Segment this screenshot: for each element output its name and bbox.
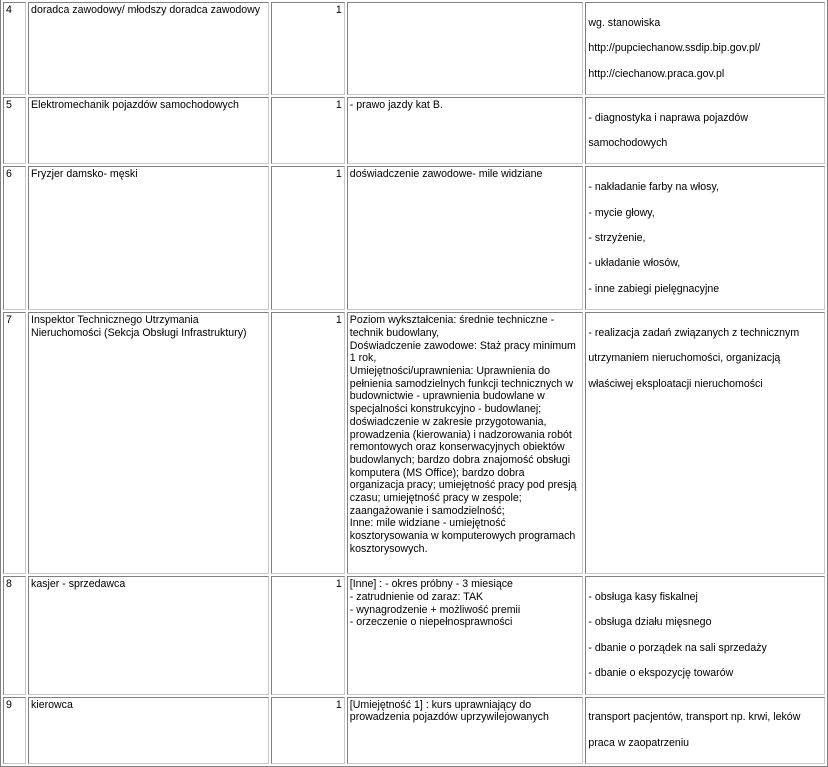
requirements: [Inne] : - okres próbny - 3 miesiące - zatrudnienie od zaraz: TAK - wynagrodzenie + możliwość premii - orzeczenie o niepełnosprawności xyxy=(347,576,584,694)
requirements: - prawo jazdy kat B. xyxy=(347,97,584,165)
vacancy-count: 1 xyxy=(271,2,345,95)
duty-line: - obsługa kasy fiskalnej xyxy=(588,590,698,603)
duty-line: - dbanie o porządek na sali sprzedaży xyxy=(588,641,767,654)
vacancy-count: 1 xyxy=(271,576,345,694)
duty-link[interactable]: http://pupciechanow.ssdip.bip.gov.pl/ xyxy=(588,42,761,55)
duty-line: - realizacja zadań związanych z technicznym xyxy=(588,326,800,339)
duty-line: - inne zabiegi pielęgnacyjne xyxy=(588,282,720,295)
position-name: doradca zawodowy/ młodszy doradca zawodowy xyxy=(28,2,269,95)
duty-line: - dbanie o ekspozycję towarów xyxy=(588,667,734,680)
row-number: 8 xyxy=(3,576,26,694)
duty-line: samochodowych xyxy=(588,137,668,150)
position-name: kierowca xyxy=(28,697,269,765)
duty-line: - nakładanie farby na włosy, xyxy=(588,181,719,194)
row-number: 5 xyxy=(3,97,26,165)
duties xyxy=(585,2,825,95)
row-number: 4 xyxy=(3,2,26,95)
vacancy-count: 1 xyxy=(271,312,345,574)
requirements: Poziom wykształcenia: średnie techniczne - technik budowlany, Doświadczenie zawodowe: Staż pracy minimum 1 rok, Umiejętności/uprawnienia: Uprawnienia do pełnienia samodzielnych funkcji technicznych w budownictwie - uprawnienia budowlane w specjalności konstrukcyjno - budowlanej; doświadczenie w zakresie przygotowania, prowadzenia (kierowania) i nadzorowania robót remontowych oraz konserwacyjnych obiektów budowlanych; bardzo dobra znajomość obsługi komputera (MS Office); bardzo dobra organizacja pracy; umiejętność pracy pod presją czasu; umiejętność pracy w zespole; zaangażowanie i samodzielność; Inne: mile widziane - umiejętność kosztorysowania w komputerowych programach kosztorysowych. xyxy=(347,312,584,574)
duty-line: praca w zaopatrzeniu xyxy=(588,736,690,749)
duty-line: właściwej eksploatacji nieruchomości xyxy=(588,377,763,390)
vacancy-count: 1 xyxy=(271,697,345,765)
duty-line: - diagnostyka i naprawa pojazdów xyxy=(588,111,748,124)
requirements: [Umiejętność 1] : kurs uprawniający do prowadzenia pojazdów uprzywilejowanych xyxy=(347,697,584,765)
duty-line: - strzyżenie, xyxy=(588,231,646,244)
table-row xyxy=(3,576,825,694)
duties xyxy=(585,697,825,765)
duty-line: - mycie głowy, xyxy=(588,206,655,219)
position-name: Inspektor Technicznego Utrzymania Nieruchomości (Sekcja Obsługi Infrastruktury) xyxy=(28,312,269,574)
duty-link[interactable]: http://ciechanow.praca.gov.pl xyxy=(588,67,725,80)
vacancy-count: 1 xyxy=(271,166,345,310)
vacancy-count: 1 xyxy=(271,97,345,165)
duties xyxy=(585,166,825,310)
requirements: doświadczenie zawodowe- mile widziane xyxy=(347,166,584,310)
position-name: Elektromechanik pojazdów samochodowych xyxy=(28,97,269,165)
duties xyxy=(585,576,825,694)
row-number: 7 xyxy=(3,312,26,574)
position-name: Fryzjer damsko- męski xyxy=(28,166,269,310)
table-row xyxy=(3,97,825,165)
duty-line: wg. stanowiska xyxy=(588,16,661,29)
duty-line: - obsługa działu mięsnego xyxy=(588,616,712,629)
duties xyxy=(585,312,825,574)
duty-line: - układanie włosów, xyxy=(588,257,681,270)
table-row xyxy=(3,166,825,310)
row-number: 9 xyxy=(3,697,26,765)
position-name: kasjer - sprzedawca xyxy=(28,576,269,694)
table-row xyxy=(3,312,825,574)
duty-line: transport pacjentów, transport np. krwi, leków xyxy=(588,711,801,724)
requirements xyxy=(347,2,584,95)
row-number: 6 xyxy=(3,166,26,310)
table-row xyxy=(3,697,825,765)
duties xyxy=(585,97,825,165)
duty-line: utrzymaniem nieruchomości, organizacją xyxy=(588,352,781,365)
table-row xyxy=(3,2,825,95)
